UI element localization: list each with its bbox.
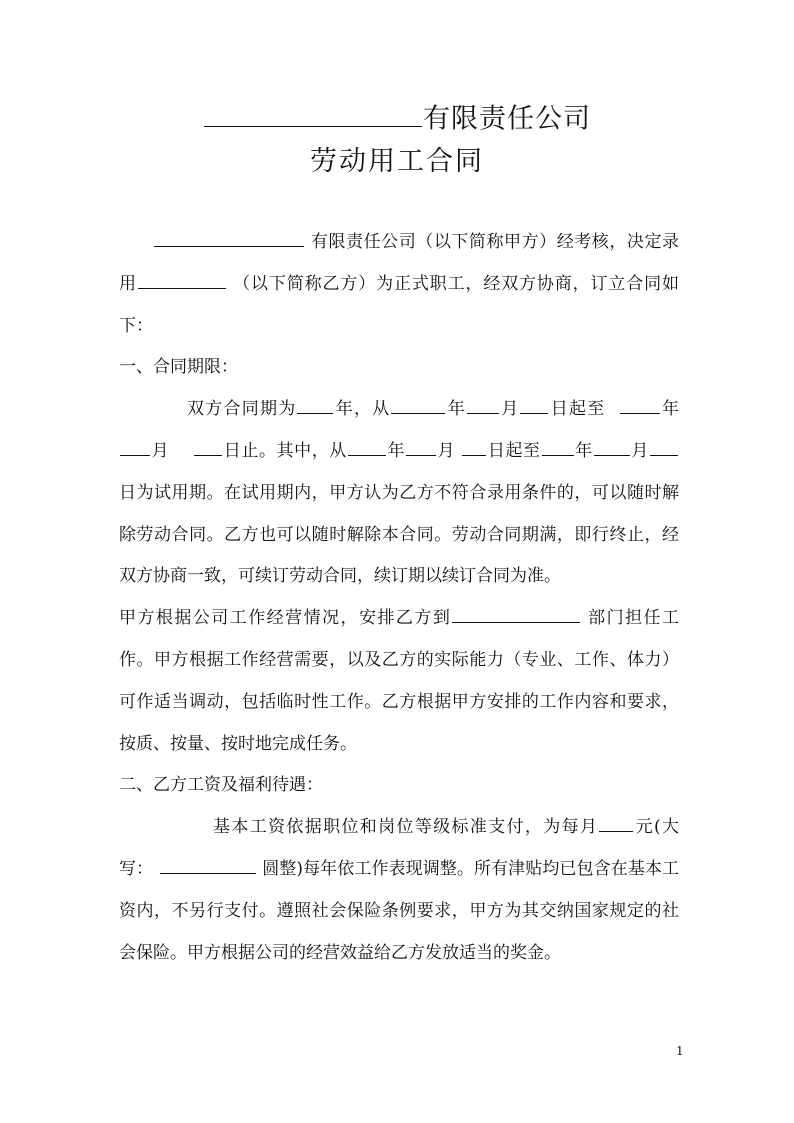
start-day-blank[interactable]	[520, 395, 548, 414]
contract-body	[119, 222, 679, 974]
trial-start-month-blank[interactable]	[406, 437, 436, 456]
trial-start-year-blank[interactable]	[348, 437, 386, 456]
trial-end-year-blank[interactable]	[542, 437, 574, 456]
company-title	[0, 98, 794, 139]
end-day-blank[interactable]	[194, 437, 222, 456]
start-year-blank[interactable]	[391, 395, 445, 414]
trial-start-day-blank[interactable]	[462, 437, 486, 456]
intro-paragraph: 有限责任公司（以下简称甲方）经考核，决定录用 （以下简称乙方）为正式职工，经双方协商，订立合同如下：	[119, 222, 679, 347]
trial-end-day-blank[interactable]	[650, 437, 678, 456]
salary-in-words-blank[interactable]	[160, 855, 256, 874]
monthly-salary-blank[interactable]	[599, 813, 633, 832]
trial-end-month-blank[interactable]	[594, 437, 630, 456]
department-blank[interactable]	[452, 604, 580, 623]
contract-term-paragraph: 双方合同期为 年，从 年 月 日起至 年月 日止。其中，从 年 月 日起至 年 月日为试用期。在试用期内，甲方认为乙方不符合录用条件的，可以随时解除劳动合同。乙方也可以随时解除本合同。劳动合同期满，即行终止，经双方协商一致，可续订劳动合同，续订期以续订合同为准。	[119, 389, 679, 598]
contract-title: 劳动用工合同	[310, 146, 484, 177]
page-number: 1	[676, 1044, 684, 1058]
job-assignment-paragraph: 甲方根据公司工作经营情况，安排乙方到 部门担任工作。甲方根据工作经营需要，以及乙方的实际能力（专业、工作、体力）可作适当调动，包括临时性工作。乙方根据甲方安排的工作内容和要求，按质、按量、按时地完成任务。	[119, 598, 679, 765]
company-title-suffix: 有限责任公司	[423, 103, 591, 135]
start-month-blank[interactable]	[467, 395, 499, 414]
term-years-blank[interactable]	[297, 395, 333, 414]
company-name-blank[interactable]	[204, 98, 422, 127]
employer-name-blank[interactable]	[154, 228, 304, 247]
salary-paragraph: 基本工资依据职位和岗位等级标准支付，为每月 元(大写： 圆整)每年依工作表现调整。所有津贴均已包含在基本工资内，不另行支付。遵照社会保险条例要求，甲方为其交纳国家规定的社会保险。甲方根据公司的经营效益给乙方发放适当的奖金。	[119, 807, 679, 974]
end-year-blank[interactable]	[620, 395, 660, 414]
employee-name-blank[interactable]	[138, 270, 226, 289]
section1-heading: 一、合同期限：	[119, 357, 238, 378]
end-month-blank[interactable]	[120, 437, 150, 456]
section2-heading: 二、乙方工资及福利待遇：	[119, 775, 323, 796]
